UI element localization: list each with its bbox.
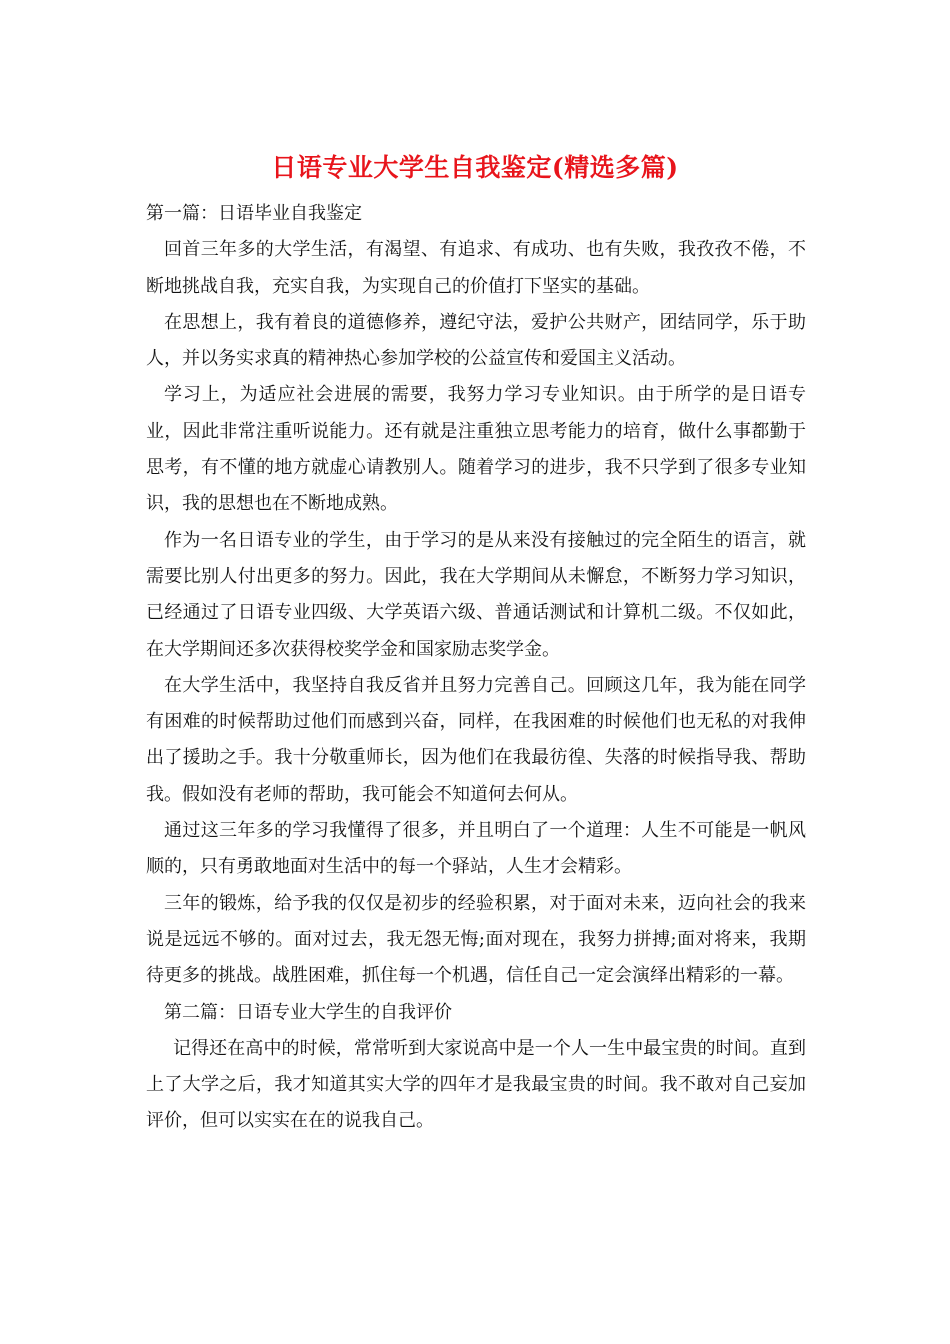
paragraph: 学习上，为适应社会进展的需要，我努力学习专业知识。由于所学的是日语专业，因此非常注重听说能力。还有就是注重独立思考能力的培育，做什么事都勤于思考，有不懂的地方就虚心请教别人。随着学习的进步，我不只学到了很多专业知识，我的思想也在不断地成熟。: [146, 384, 806, 515]
paragraph: 作为一名日语专业的学生，由于学习的是从来没有接触过的完全陌生的语言，就需要比别人付出更多的努力。因此，我在大学期间从未懈怠，不断努力学习知识，已经通过了日语专业四级、大学英语六级、普通话测试和计算机二级。不仅如此，在大学期间还多次获得校奖学金和国家励志奖学金。: [146, 529, 806, 660]
document-title: 日语专业大学生自我鉴定(精选多篇): [271, 153, 679, 182]
section-heading-1: 第一篇：日语毕业自我鉴定: [146, 203, 362, 224]
paragraph: 记得还在高中的时候，常常听到大家说高中是一个人一生中最宝贵的时间。直到上了大学之后，我才知道其实大学的四年才是我最宝贵的时间。我不敢对自己妄加评价，但可以实实在在的说我自己。: [146, 1037, 806, 1132]
paragraph: 通过这三年多的学习我懂得了很多，并且明白了一个道理：人生不可能是一帆风顺的，只有勇敢地面对生活中的每一个驿站，人生才会精彩。: [146, 820, 806, 878]
paragraph: 三年的锻炼，给予我的仅仅是初步的经验积累，对于面对未来，迈向社会的我来说是远远不够的。面对过去，我无怨无悔;面对现在，我努力拼搏;面对将来，我期待更多的挑战。战胜困难，抓住每一个机遇，信任自己一定会演绎出精彩的一幕。: [146, 892, 806, 987]
paragraph: 回首三年多的大学生活，有渴望、有追求、有成功、也有失败，我孜孜不倦，不断地挑战自我，充实自我，为实现自己的价值打下坚实的基础。: [146, 239, 806, 297]
paragraph: 在思想上，我有着良的道德修养，遵纪守法，爱护公共财产，团结同学，乐于助人，并以务实求真的精神热心参加学校的公益宣传和爱国主义活动。: [146, 311, 806, 370]
section-heading-2: 第二篇：日语专业大学生的自我评价: [164, 1001, 452, 1023]
paragraph: 在大学生活中，我坚持自我反省并且努力完善自己。回顾这几年，我为能在同学有困难的时候帮助过他们而感到兴奋，同样，在我困难的时候他们也无私的对我伸出了援助之手。我十分敬重师长，因为他们在我最彷徨、失落的时候指导我、帮助我。假如没有老师的帮助，我可能会不知道何去何从。: [146, 674, 806, 805]
document-body: [146, 196, 806, 1140]
